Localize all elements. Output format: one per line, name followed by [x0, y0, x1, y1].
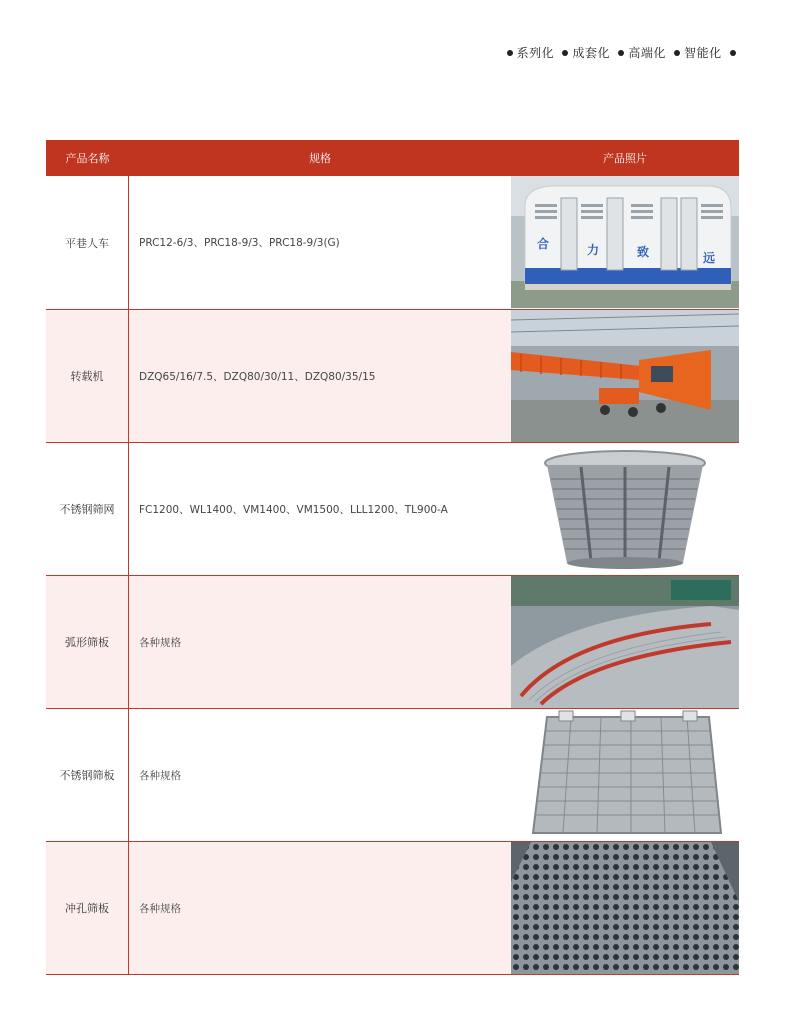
table-row: [46, 708, 739, 841]
table-header: [46, 140, 739, 176]
table-row: [46, 575, 739, 708]
bullet-icon: [730, 50, 736, 56]
table-row: [46, 309, 739, 442]
product-name: 平巷人车: [46, 176, 129, 309]
personnel-car-photo: [511, 176, 739, 309]
arc-screen-plate-photo: [511, 576, 739, 708]
product-spec: 各种规格: [139, 902, 181, 915]
tagline-word: 高端化: [628, 46, 666, 60]
product-spec: 各种规格: [139, 636, 181, 649]
column-header-photo: 产品照片: [603, 152, 647, 165]
reloader-photo: [511, 310, 739, 442]
product-name: 不锈钢筛板: [46, 709, 129, 841]
table-row: [46, 442, 739, 575]
product-name: 不锈钢筛网: [46, 443, 129, 575]
product-name: 弧形筛板: [46, 576, 129, 708]
product-name: 转载机: [46, 310, 129, 442]
product-name: 冲孔筛板: [46, 842, 129, 974]
tagline-word: 成套化: [572, 46, 610, 60]
photo-lettering: 致: [637, 245, 650, 259]
table-row: [46, 841, 739, 974]
bullet-icon: [618, 50, 624, 56]
stainless-screen-plate-photo: [511, 709, 739, 841]
punched-screen-plate-photo: [511, 842, 739, 974]
tagline-word: 智能化: [684, 46, 722, 60]
bullet-icon: [562, 50, 568, 56]
photo-lettering: 远: [703, 251, 716, 265]
column-header-name: 产品名称: [65, 152, 110, 165]
bullet-icon: [674, 50, 680, 56]
product-spec: DZQ65/16/7.5、DZQ80/30/11、DZQ80/35/15: [139, 370, 376, 383]
product-spec: 各种规格: [139, 769, 181, 782]
tagline-word: 系列化: [516, 46, 555, 60]
product-table: [46, 140, 739, 975]
header-tagline: [503, 44, 740, 61]
bullet-icon: [507, 50, 513, 56]
photo-lettering: 合: [537, 237, 550, 251]
product-spec: FC1200、WL1400、VM1400、VM1500、LLL1200、TL900-A: [139, 503, 448, 516]
stainless-screen-basket-photo: [511, 443, 739, 575]
photo-lettering: 力: [587, 243, 600, 257]
column-header-spec: 规格: [309, 152, 331, 165]
product-spec: PRC12-6/3、PRC18-9/3、PRC18-9/3(G): [139, 237, 340, 249]
table-row: [46, 176, 739, 309]
